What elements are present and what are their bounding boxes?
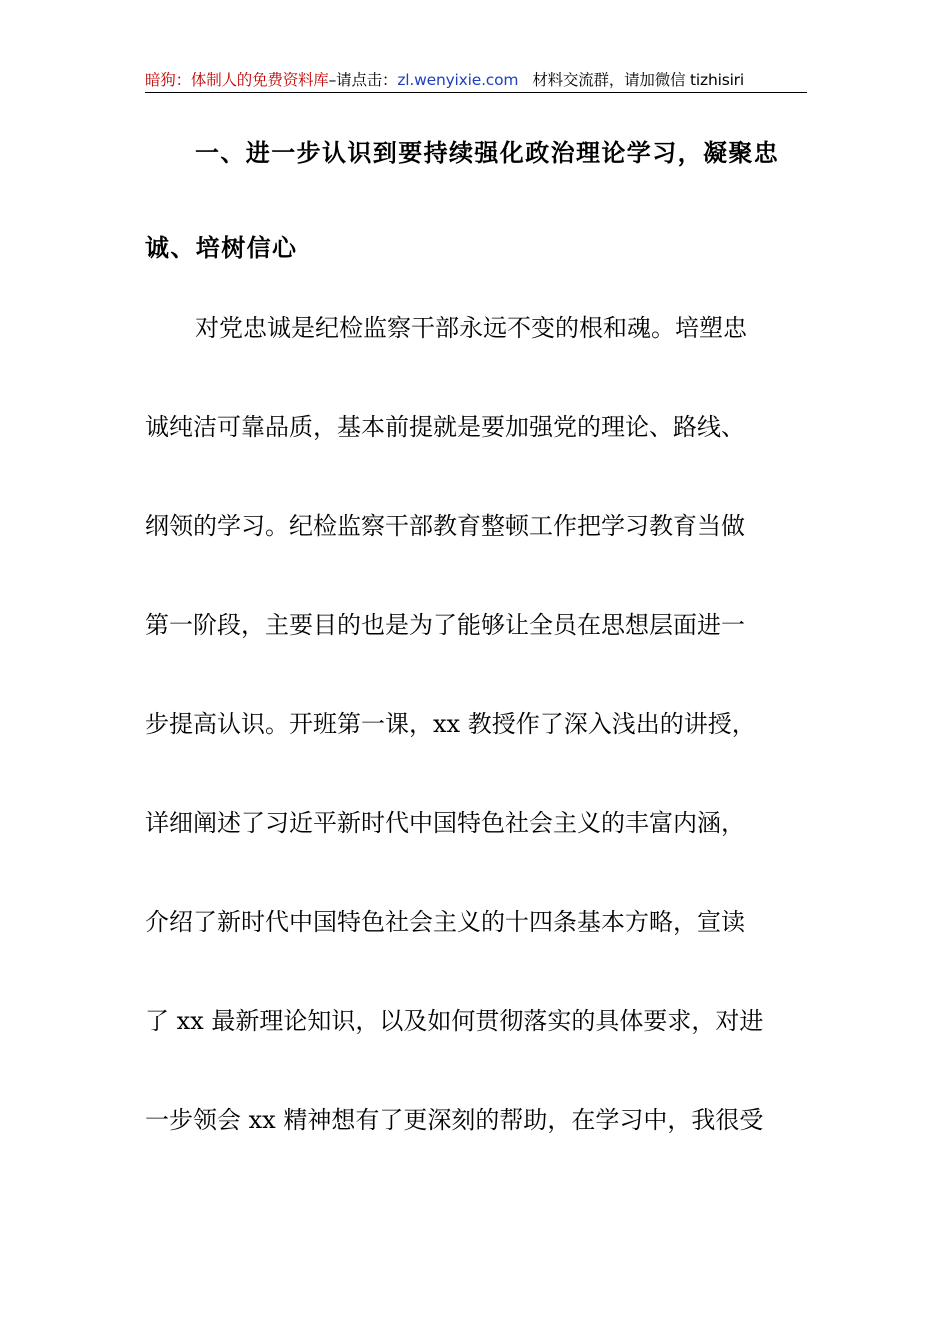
paragraph-line: 诚纯洁可靠品质，基本前提就是要加强党的理论、路线、 bbox=[145, 413, 745, 441]
paragraph-line: 纲领的学习。纪检监察干部教育整顿工作把学习教育当做 bbox=[145, 512, 745, 540]
section-heading-line-2: 诚、培树信心 bbox=[145, 233, 298, 262]
section-heading-line-1: 一、进一步认识到要持续强化政治理论学习，凝聚忠 bbox=[195, 138, 780, 167]
paragraph-line: 了 xx 最新理论知识，以及如何贯彻落实的具体要求，对进 bbox=[145, 1007, 764, 1035]
page-header bbox=[145, 68, 807, 93]
paragraph-line: 对党忠诚是纪检监察干部永远不变的根和魂。培塑忠 bbox=[195, 314, 747, 342]
paragraph-line: 介绍了新时代中国特色社会主义的十四条基本方略，宣读 bbox=[145, 908, 745, 936]
header-link[interactable]: zl.wenyixie.com bbox=[397, 71, 519, 89]
header-separator: –请点击： bbox=[328, 71, 398, 89]
body-paragraph bbox=[145, 313, 805, 1204]
header-contact: 材料交流群，请加微信 tizhisiri bbox=[532, 71, 744, 89]
paragraph-line: 步提高认识。开班第一课，xx 教授作了深入浅出的讲授， bbox=[145, 710, 756, 738]
paragraph-line: 一步领会 xx 精神想有了更深刻的帮助，在学习中，我很受 bbox=[145, 1106, 764, 1134]
paragraph-line: 详细阐述了习近平新时代中国特色社会主义的丰富内涵， bbox=[145, 809, 745, 837]
paragraph-line: 第一阶段，主要目的也是为了能够让全员在思想层面进一 bbox=[145, 611, 745, 639]
header-brand: 暗狗：体制人的免费资料库 bbox=[145, 71, 329, 89]
